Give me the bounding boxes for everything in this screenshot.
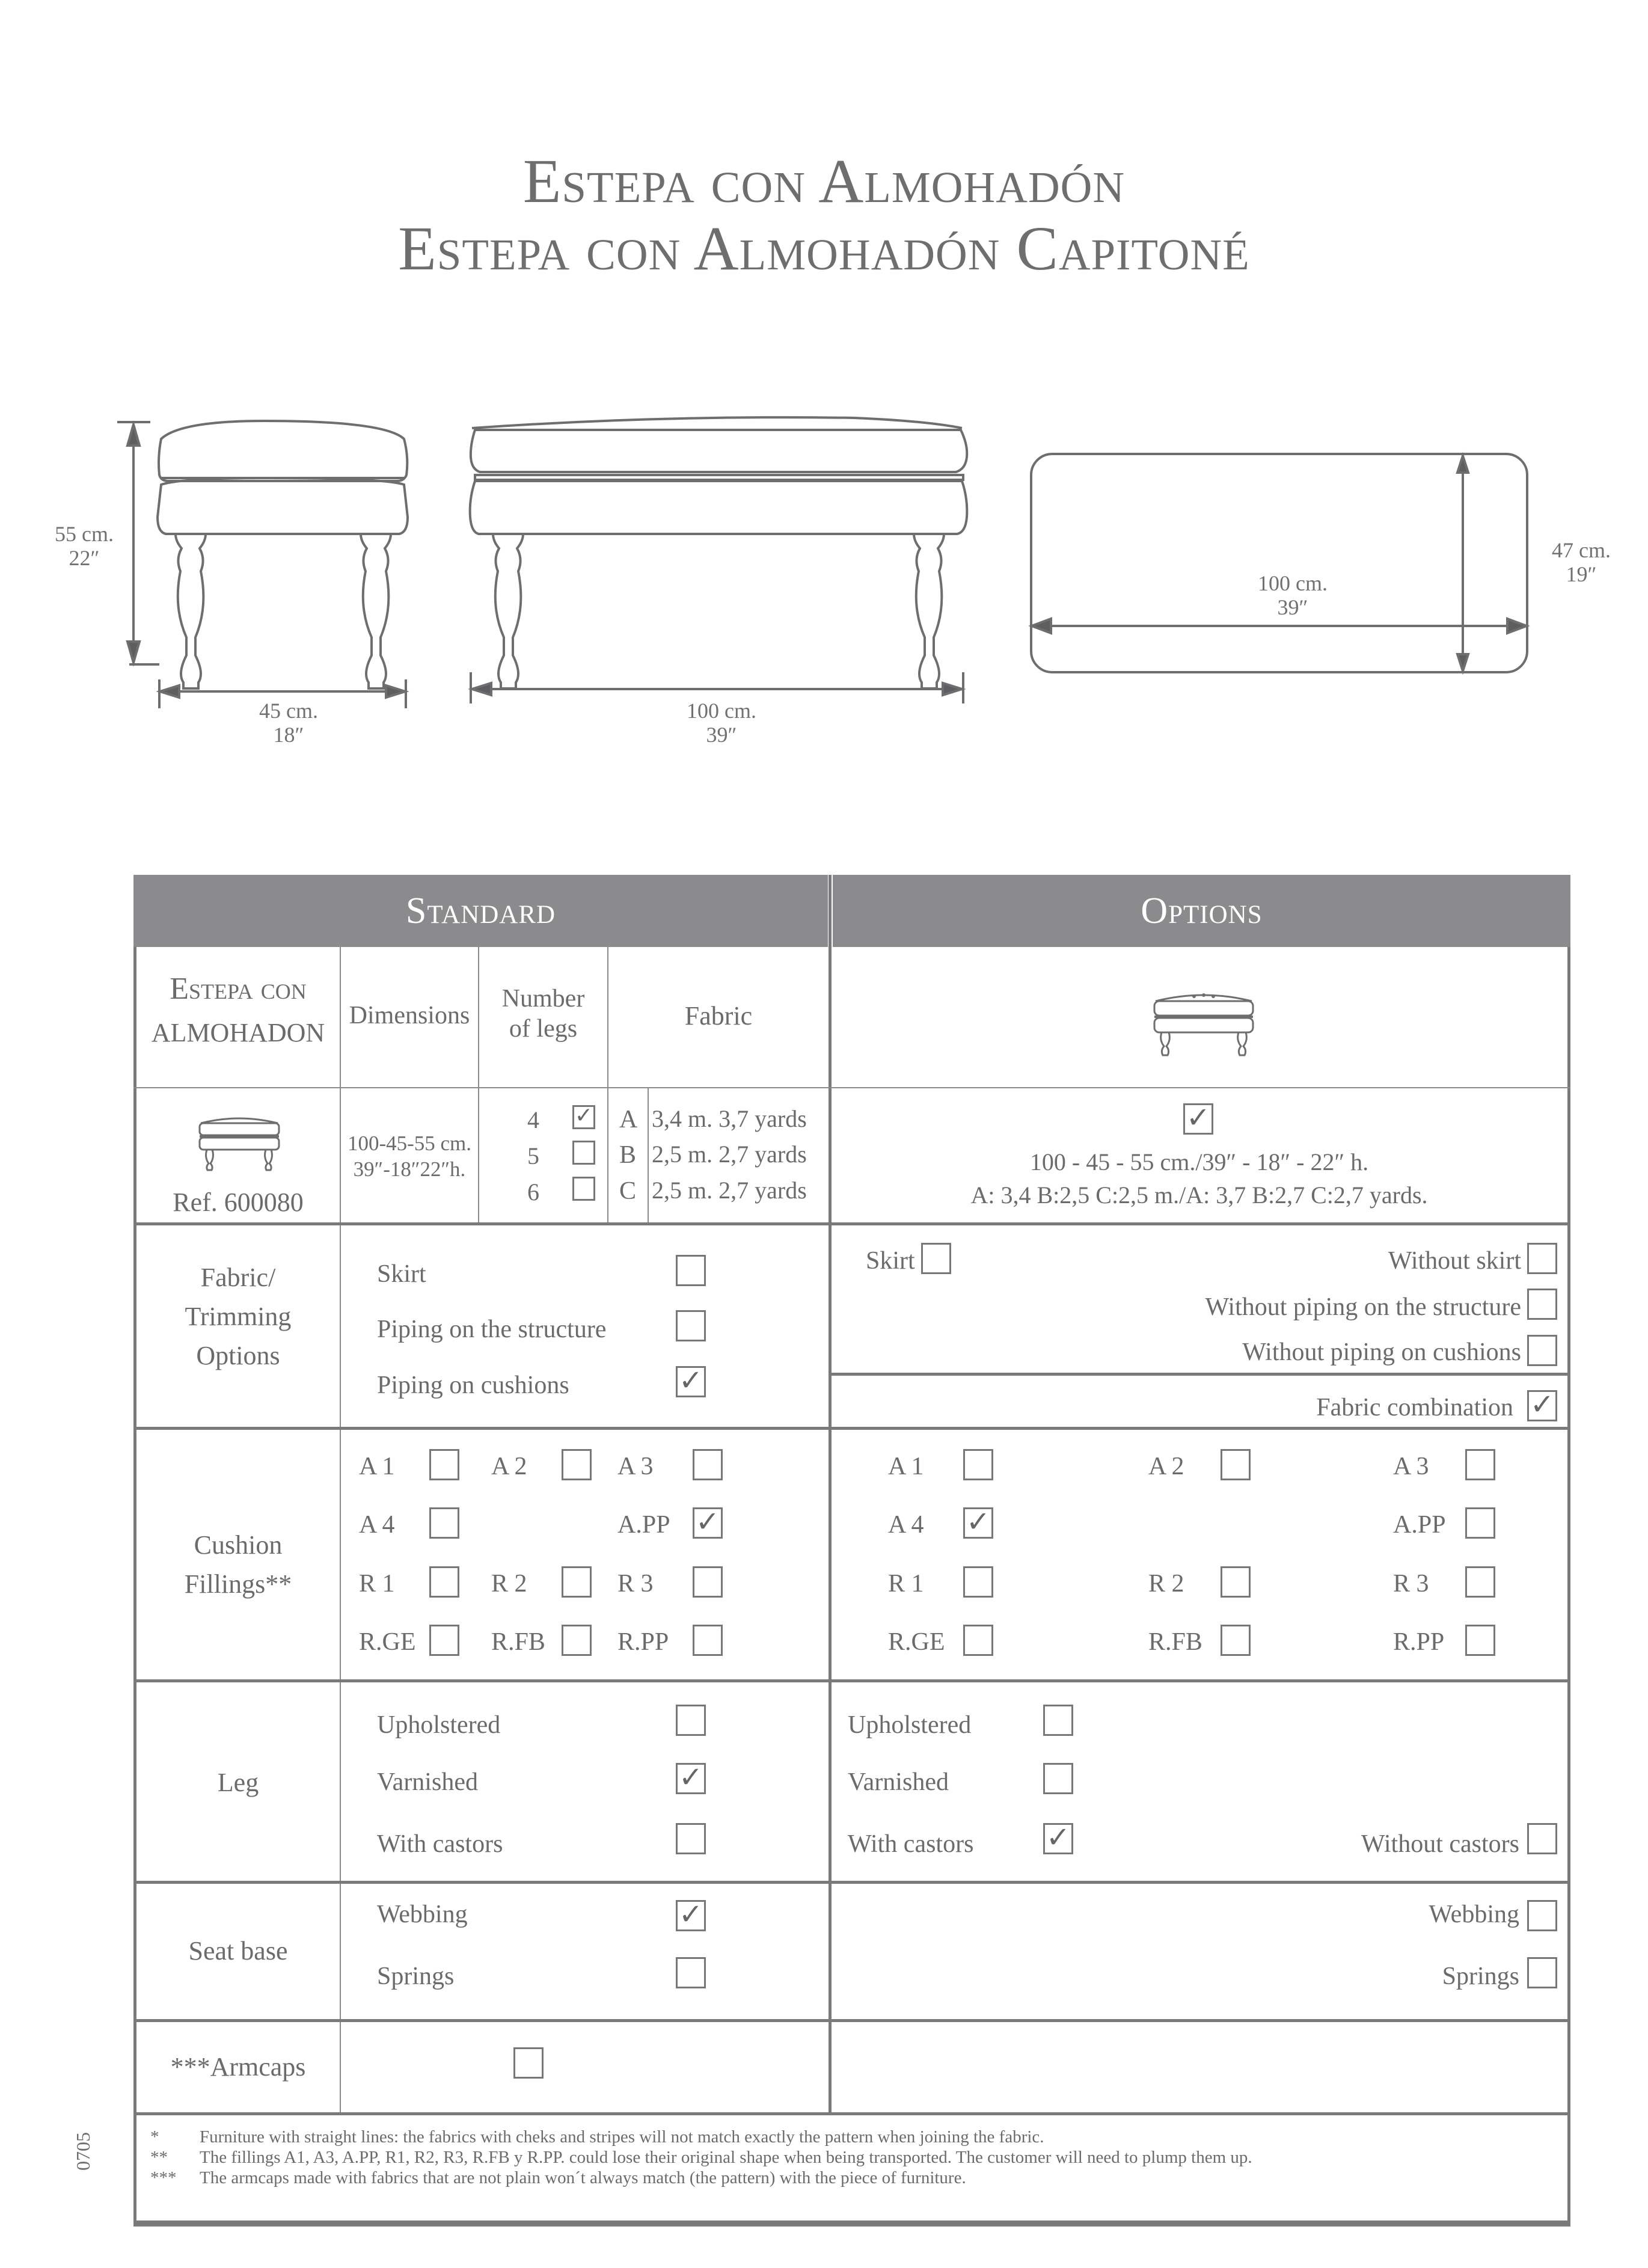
capitone-ottoman-icon bbox=[1144, 983, 1264, 1061]
check-icon: ✓ bbox=[1186, 1101, 1211, 1135]
title-line-1: Estepa con Almohadón bbox=[522, 147, 1126, 216]
opt-filling-app-checkbox[interactable] bbox=[1465, 1507, 1495, 1539]
legs-count-6: 6 bbox=[527, 1178, 539, 1206]
std-seat-springs-checkbox[interactable] bbox=[676, 1957, 706, 1988]
fabric-letter-divider bbox=[648, 1088, 649, 1224]
row-divider-2 bbox=[133, 1222, 1570, 1225]
opt-filling-rfb-label: R.FB bbox=[1148, 1628, 1202, 1656]
std-leg-varnished-checkbox[interactable] bbox=[676, 1763, 706, 1794]
opt-filling-a1-checkbox[interactable] bbox=[963, 1449, 993, 1480]
legs-count-5: 5 bbox=[527, 1142, 539, 1169]
legs-5-checkbox[interactable] bbox=[572, 1141, 595, 1165]
std-filling-rpp-label: R.PP bbox=[617, 1628, 669, 1656]
std-filling-a4-checkbox[interactable] bbox=[429, 1507, 459, 1539]
model-name-line1: Estepa con bbox=[170, 972, 307, 1006]
options-product-fabric: A: 3,4 B:2,5 C:2,5 m./A: 3,7 B:2,7 C:2,7 yards. bbox=[970, 1182, 1428, 1209]
std-leg-upholstered-checkbox[interactable] bbox=[676, 1705, 706, 1736]
opt-filling-rpp-checkbox[interactable] bbox=[1465, 1625, 1495, 1656]
opt-skirt-label: Skirt bbox=[866, 1247, 915, 1275]
fabric-amount-b: 2,5 m. 2,7 yards bbox=[652, 1141, 807, 1168]
opt-filling-a1-label: A 1 bbox=[888, 1453, 924, 1480]
std-leg-upholstered-label: Upholstered bbox=[377, 1711, 501, 1739]
label-column-divider bbox=[340, 947, 341, 2115]
std-filling-app-label: A.PP bbox=[617, 1511, 670, 1539]
legs-4-checkbox[interactable] bbox=[572, 1105, 595, 1129]
std-leg-castors-checkbox[interactable] bbox=[676, 1823, 706, 1854]
opt-filling-a4-checkbox[interactable] bbox=[963, 1507, 993, 1539]
armcaps-label: ***Armcaps bbox=[170, 2052, 306, 2082]
opt-leg-without-castors-checkbox[interactable] bbox=[1527, 1823, 1557, 1854]
options-header: Options bbox=[833, 875, 1570, 947]
row-divider-4 bbox=[133, 1679, 1570, 1682]
row-divider-5 bbox=[133, 1881, 1570, 1884]
row-divider-1 bbox=[133, 1087, 1570, 1088]
opt-filling-rge-checkbox[interactable] bbox=[963, 1625, 993, 1656]
std-filling-a4-label: A 4 bbox=[359, 1511, 395, 1539]
fillings-label-2: Fillings** bbox=[184, 1569, 292, 1599]
std-filling-r1-checkbox[interactable] bbox=[429, 1566, 459, 1598]
product-dims-in: 39″-18″22″h. bbox=[353, 1157, 466, 1181]
opt-without-piping-cushions-checkbox[interactable] bbox=[1527, 1335, 1557, 1366]
opt-seat-springs-label: Springs bbox=[1442, 1963, 1519, 1990]
dimensions-column-header: Dimensions bbox=[349, 1002, 470, 1029]
legs-column-divider bbox=[607, 947, 608, 1224]
title-line-2: Estepa con Almohadón Capitoné bbox=[398, 214, 1250, 283]
std-filling-rfb-checkbox[interactable] bbox=[562, 1625, 592, 1656]
opt-filling-r3-checkbox[interactable] bbox=[1465, 1566, 1495, 1598]
std-leg-varnished-label: Varnished bbox=[377, 1768, 478, 1796]
std-filling-a2-checkbox[interactable] bbox=[562, 1449, 592, 1480]
fabric-column-header: Fabric bbox=[684, 1001, 753, 1031]
opt-filling-rge-label: R.GE bbox=[888, 1628, 945, 1656]
opt-leg-varnished-checkbox[interactable] bbox=[1043, 1763, 1073, 1794]
center-divider bbox=[829, 875, 832, 2113]
fabric-letter-b: B bbox=[619, 1141, 637, 1169]
opt-filling-r1-label: R 1 bbox=[888, 1570, 924, 1598]
footnote-2-text: The fillings A1, A3, A.PP, R1, R2, R3, R.FB y R.PP. could lose their original shape when being transported. The customer will need to plump them up. bbox=[200, 2148, 1252, 2167]
side-height-label bbox=[48, 522, 120, 570]
side-width-in: 18″ bbox=[273, 723, 304, 747]
fabric-amount-c: 2,5 m. 2,7 yards bbox=[652, 1177, 807, 1204]
opt-leg-varnished-label: Varnished bbox=[848, 1768, 949, 1796]
front-width-label bbox=[673, 699, 770, 747]
row-divider-6 bbox=[133, 2019, 1570, 2022]
technical-drawings bbox=[0, 0, 1648, 782]
opt-without-skirt-checkbox[interactable] bbox=[1527, 1243, 1557, 1274]
fabric-trimming-label-3: Options bbox=[196, 1341, 280, 1370]
options-product-dims: 100 - 45 - 55 cm./39″ - 18″ - 22″ h. bbox=[1029, 1148, 1369, 1175]
std-filling-rge-checkbox[interactable] bbox=[429, 1625, 459, 1656]
std-seat-webbing-checkbox[interactable] bbox=[676, 1900, 706, 1931]
opt-without-piping-structure-label: Without piping on the structure bbox=[1205, 1293, 1521, 1321]
page-code: 0705 bbox=[72, 2132, 94, 2171]
footnote-2-mark: ** bbox=[150, 2148, 168, 2167]
side-view-drawing bbox=[158, 421, 408, 688]
legs-count-4: 4 bbox=[527, 1106, 539, 1133]
fillings-label-1: Cushion bbox=[194, 1530, 283, 1560]
std-filling-rfb-label: R.FB bbox=[491, 1628, 545, 1656]
check-icon: ✓ bbox=[1046, 1821, 1071, 1854]
ottoman-thumbnail-icon bbox=[194, 1112, 284, 1172]
legs-6-checkbox[interactable] bbox=[572, 1177, 595, 1201]
check-icon: ✓ bbox=[678, 1364, 703, 1397]
std-piping-structure-checkbox[interactable] bbox=[676, 1310, 706, 1341]
opt-filling-app-label: A.PP bbox=[1393, 1511, 1446, 1539]
model-name-line2: ALMOHADON bbox=[151, 1018, 325, 1047]
std-piping-cushions-checkbox[interactable] bbox=[676, 1366, 706, 1397]
std-filling-r3-label: R 3 bbox=[617, 1570, 654, 1598]
opt-fabric-combination-label: Fabric combination bbox=[1316, 1394, 1513, 1421]
front-width-cm: 100 cm. bbox=[687, 699, 756, 723]
std-filling-a2-label: A 2 bbox=[491, 1453, 527, 1480]
opt-filling-r2-label: R 2 bbox=[1148, 1570, 1184, 1598]
opt-leg-castors-label: With castors bbox=[848, 1830, 974, 1858]
std-piping-cushions-label: Piping on cushions bbox=[377, 1372, 569, 1399]
top-width-label bbox=[1245, 571, 1341, 619]
options-product-checkbox[interactable] bbox=[1183, 1103, 1213, 1135]
opt-filling-a4-label: A 4 bbox=[888, 1511, 924, 1539]
footnote-3-text: The armcaps made with fabrics that are not plain won´t always match (the pattern) with the piece of furniture. bbox=[200, 2168, 966, 2187]
opt-without-piping-structure-checkbox[interactable] bbox=[1527, 1289, 1557, 1320]
opt-leg-upholstered-checkbox[interactable] bbox=[1043, 1705, 1073, 1736]
std-piping-structure-label: Piping on the structure bbox=[377, 1316, 607, 1343]
top-width-cm: 100 cm. bbox=[1258, 571, 1328, 595]
seat-base-label: Seat base bbox=[188, 1936, 288, 1966]
opt-leg-upholstered-label: Upholstered bbox=[848, 1711, 972, 1739]
std-filling-r3-checkbox[interactable] bbox=[693, 1566, 723, 1598]
std-seat-webbing-label: Webbing bbox=[377, 1901, 468, 1928]
spec-table bbox=[133, 875, 1570, 2227]
opt-leg-castors-checkbox[interactable] bbox=[1043, 1823, 1073, 1854]
check-icon: ✓ bbox=[966, 1505, 991, 1539]
std-filling-r2-label: R 2 bbox=[491, 1570, 527, 1598]
std-leg-castors-label: With castors bbox=[377, 1830, 503, 1858]
std-filling-a1-label: A 1 bbox=[359, 1453, 395, 1480]
legs-column-header-line2: of legs bbox=[509, 1015, 578, 1043]
opt-seat-webbing-checkbox[interactable] bbox=[1527, 1900, 1557, 1931]
footnote-3-mark: *** bbox=[150, 2168, 177, 2187]
top-depth-cm: 47 cm. bbox=[1552, 538, 1611, 562]
opt-filling-rfb-checkbox[interactable] bbox=[1221, 1625, 1251, 1656]
armcaps-checkbox[interactable] bbox=[513, 2047, 544, 2079]
opt-leg-without-castors-label: Without castors bbox=[1361, 1830, 1519, 1858]
leg-label: Leg bbox=[217, 1768, 259, 1797]
check-icon: ✓ bbox=[678, 1761, 703, 1794]
product-ref: Ref. 600080 bbox=[173, 1188, 304, 1217]
std-filling-a1-checkbox[interactable] bbox=[429, 1449, 459, 1480]
side-width-label bbox=[247, 699, 331, 747]
legs-column-header-line1: Number bbox=[501, 985, 585, 1013]
check-icon: ✓ bbox=[574, 1103, 593, 1128]
top-width-in: 39″ bbox=[1277, 595, 1308, 619]
footnote-1-text: Furniture with straight lines: the fabrics with cheks and stripes will not match exactly the pattern when joining the fabric. bbox=[200, 2127, 1044, 2147]
opt-filling-a2-label: A 2 bbox=[1148, 1453, 1184, 1480]
standard-header: Standard bbox=[133, 875, 828, 947]
opt-filling-a2-checkbox[interactable] bbox=[1221, 1449, 1251, 1480]
opt-filling-r1-checkbox[interactable] bbox=[963, 1566, 993, 1598]
side-height-in: 22″ bbox=[69, 546, 100, 570]
std-skirt-label: Skirt bbox=[377, 1260, 426, 1288]
row-divider-7 bbox=[133, 2112, 1570, 2115]
front-view-drawing bbox=[470, 417, 967, 688]
std-filling-a3-label: A 3 bbox=[617, 1453, 654, 1480]
check-icon: ✓ bbox=[1530, 1388, 1555, 1421]
fabric-trimming-label-1: Fabric/ bbox=[200, 1263, 276, 1292]
check-icon: ✓ bbox=[695, 1505, 720, 1539]
std-filling-a3-checkbox[interactable] bbox=[693, 1449, 723, 1480]
opt-filling-r3-label: R 3 bbox=[1393, 1570, 1429, 1598]
front-width-in: 39″ bbox=[706, 723, 737, 747]
opt-filling-a3-label: A 3 bbox=[1393, 1453, 1429, 1480]
fabric-amount-a: 3,4 m. 3,7 yards bbox=[652, 1105, 807, 1132]
top-view-drawing bbox=[1031, 454, 1527, 672]
opt-without-piping-cushions-label: Without piping on cushions bbox=[1242, 1338, 1521, 1366]
std-filling-rpp-checkbox[interactable] bbox=[693, 1625, 723, 1656]
row-divider-3 bbox=[133, 1427, 1570, 1430]
side-width-cm: 45 cm. bbox=[259, 699, 318, 723]
check-icon: ✓ bbox=[678, 1898, 703, 1931]
product-dims-cm: 100-45-55 cm. bbox=[347, 1132, 472, 1155]
opt-seat-springs-checkbox[interactable] bbox=[1527, 1957, 1557, 1988]
opt-filling-a3-checkbox[interactable] bbox=[1465, 1449, 1495, 1480]
fabric-trimming-label-2: Trimming bbox=[185, 1302, 292, 1331]
opt-without-skirt-label: Without skirt bbox=[1388, 1247, 1521, 1275]
footnote-1-mark: * bbox=[150, 2127, 159, 2147]
std-filling-rge-label: R.GE bbox=[359, 1628, 416, 1656]
table-border-bottom bbox=[133, 2220, 1570, 2227]
std-seat-springs-label: Springs bbox=[377, 1963, 455, 1990]
table-border-right bbox=[1567, 947, 1570, 2227]
opt-filling-r2-checkbox[interactable] bbox=[1221, 1566, 1251, 1598]
side-height-cm: 55 cm. bbox=[55, 522, 114, 546]
opt-fabric-combination-checkbox[interactable] bbox=[1527, 1390, 1557, 1421]
opt-skirt-checkbox[interactable] bbox=[921, 1243, 951, 1274]
top-depth-label bbox=[1539, 538, 1623, 586]
options-fabric-combination-divider bbox=[829, 1373, 1570, 1376]
fabric-letter-c: C bbox=[619, 1177, 637, 1205]
std-filling-r2-checkbox[interactable] bbox=[562, 1566, 592, 1598]
std-filling-app-checkbox[interactable] bbox=[693, 1507, 723, 1539]
std-filling-r1-label: R 1 bbox=[359, 1570, 395, 1598]
std-skirt-checkbox[interactable] bbox=[676, 1255, 706, 1286]
fabric-letter-a: A bbox=[619, 1106, 638, 1133]
opt-seat-webbing-label: Webbing bbox=[1429, 1901, 1519, 1928]
opt-filling-rpp-label: R.PP bbox=[1393, 1628, 1445, 1656]
top-depth-in: 19″ bbox=[1566, 562, 1597, 586]
